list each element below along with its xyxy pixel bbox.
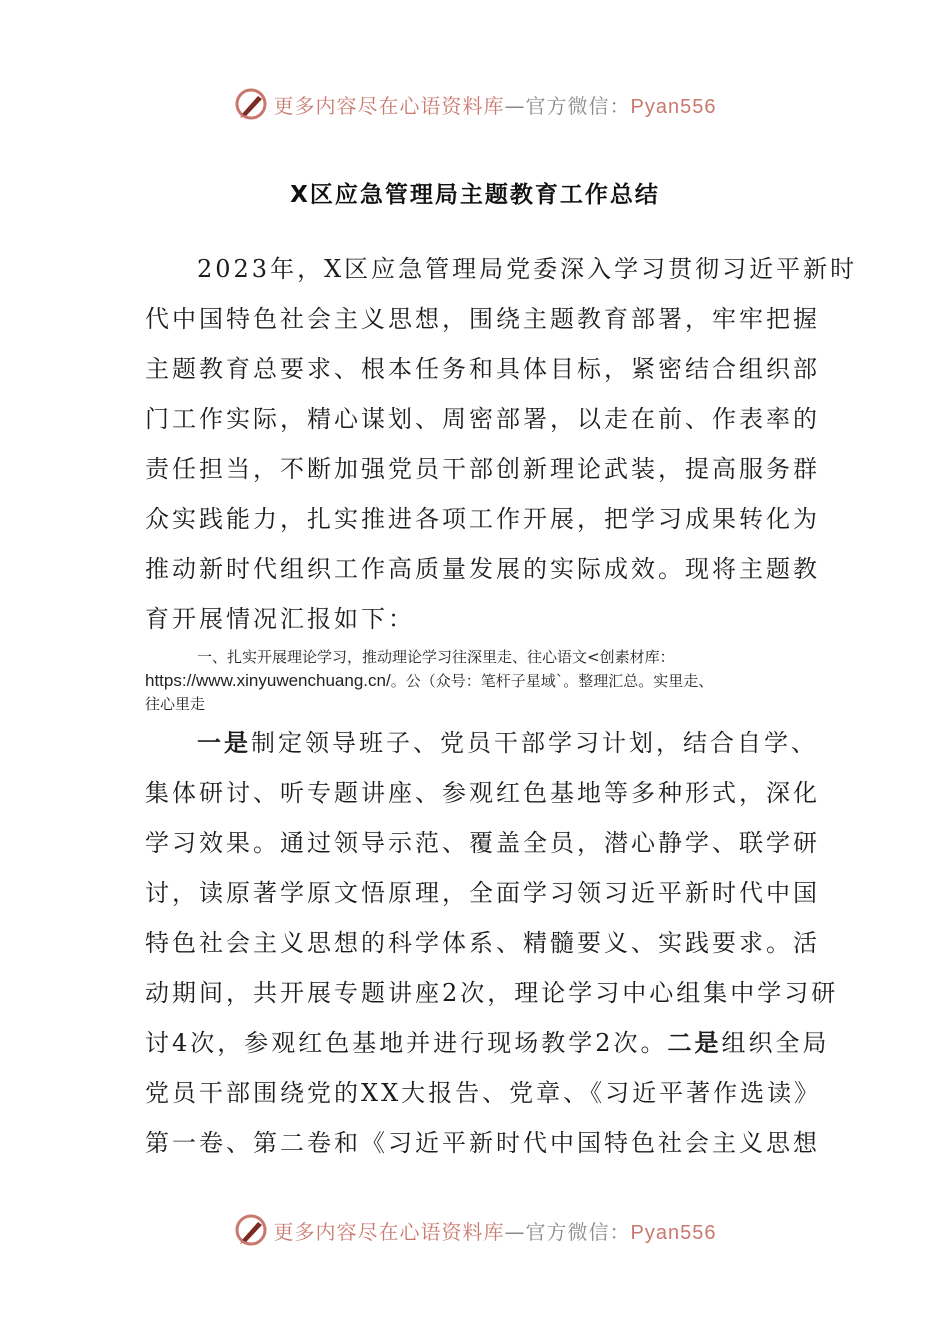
body-paragraph	[145, 718, 839, 1168]
body-line: 讨4次，参观红色基地并进行现场教学2次。二是组织全局	[145, 1029, 830, 1057]
watermark-text: 更多内容尽在心语资料库—官方微信：Pyan556	[273, 93, 717, 118]
pen-logo-icon	[234, 87, 268, 121]
intro-line: 代中国特色社会主义思想，围绕主题教育部署，牢牢把握	[145, 305, 820, 333]
intro-line: 育开展情况汇报如下：	[145, 605, 415, 633]
section-heading-line: https://www.xinyuwenchuang.cn/。公（众号：笔杆子星域`。整理汇总。实里走、	[145, 671, 714, 690]
document-title: X区应急管理局主题教育工作总结	[290, 182, 660, 208]
body-line: 讨，读原著学原文悟原理，全面学习领习近平新时代中国	[145, 879, 820, 907]
intro-line: 推动新时代组织工作高质量发展的实际成效。现将主题教	[145, 555, 820, 583]
intro-line: 2023年，X区应急管理局党委深入学习贯彻习近平新时	[197, 255, 858, 283]
intro-paragraph	[145, 244, 858, 644]
section-heading-line: 往心里走	[145, 695, 206, 713]
intro-line: 门工作实际，精心谋划、周密部署，以走在前、作表率的	[145, 405, 820, 433]
watermark-banner-top	[0, 84, 950, 124]
body-line: 特色社会主义思想的科学体系、精髓要义、实践要求。活	[145, 929, 820, 957]
watermark-text: 更多内容尽在心语资料库—官方微信：Pyan556	[273, 1219, 717, 1244]
intro-line: 责任担当，不断加强党员干部创新理论武装，提高服务群	[145, 455, 820, 483]
body-line: 第一卷、第二卷和《习近平新时代中国特色社会主义思想	[145, 1129, 820, 1157]
body-line: 党员干部围绕党的XX大报告、党章、《习近平著作选读》	[145, 1079, 822, 1107]
pen-logo-icon	[234, 1213, 268, 1247]
body-line: 集体研讨、听专题讲座、参观红色基地等多种形式，深化	[145, 779, 820, 807]
section-heading	[145, 646, 825, 716]
source-url: https://www.xinyuwenchuang.cn/	[145, 671, 391, 690]
intro-line: 主题教育总要求、根本任务和具体目标，紧密结合组织部	[145, 355, 820, 383]
body-line: 学习效果。通过领导示范、覆盖全员，潜心静学、联学研	[145, 829, 820, 857]
body-line: 一是制定领导班子、党员干部学习计划，结合自学、	[197, 729, 818, 757]
watermark-banner-bottom	[0, 1210, 950, 1250]
section-heading-line: 一、扎实开展理论学习，推动理论学习往深里走、往心语文<创素材库：	[197, 648, 675, 666]
intro-line: 众实践能力，扎实推进各项工作开展，把学习成果转化为	[145, 505, 820, 533]
body-line: 动期间，共开展专题讲座2次，理论学习中心组集中学习研	[145, 979, 839, 1007]
